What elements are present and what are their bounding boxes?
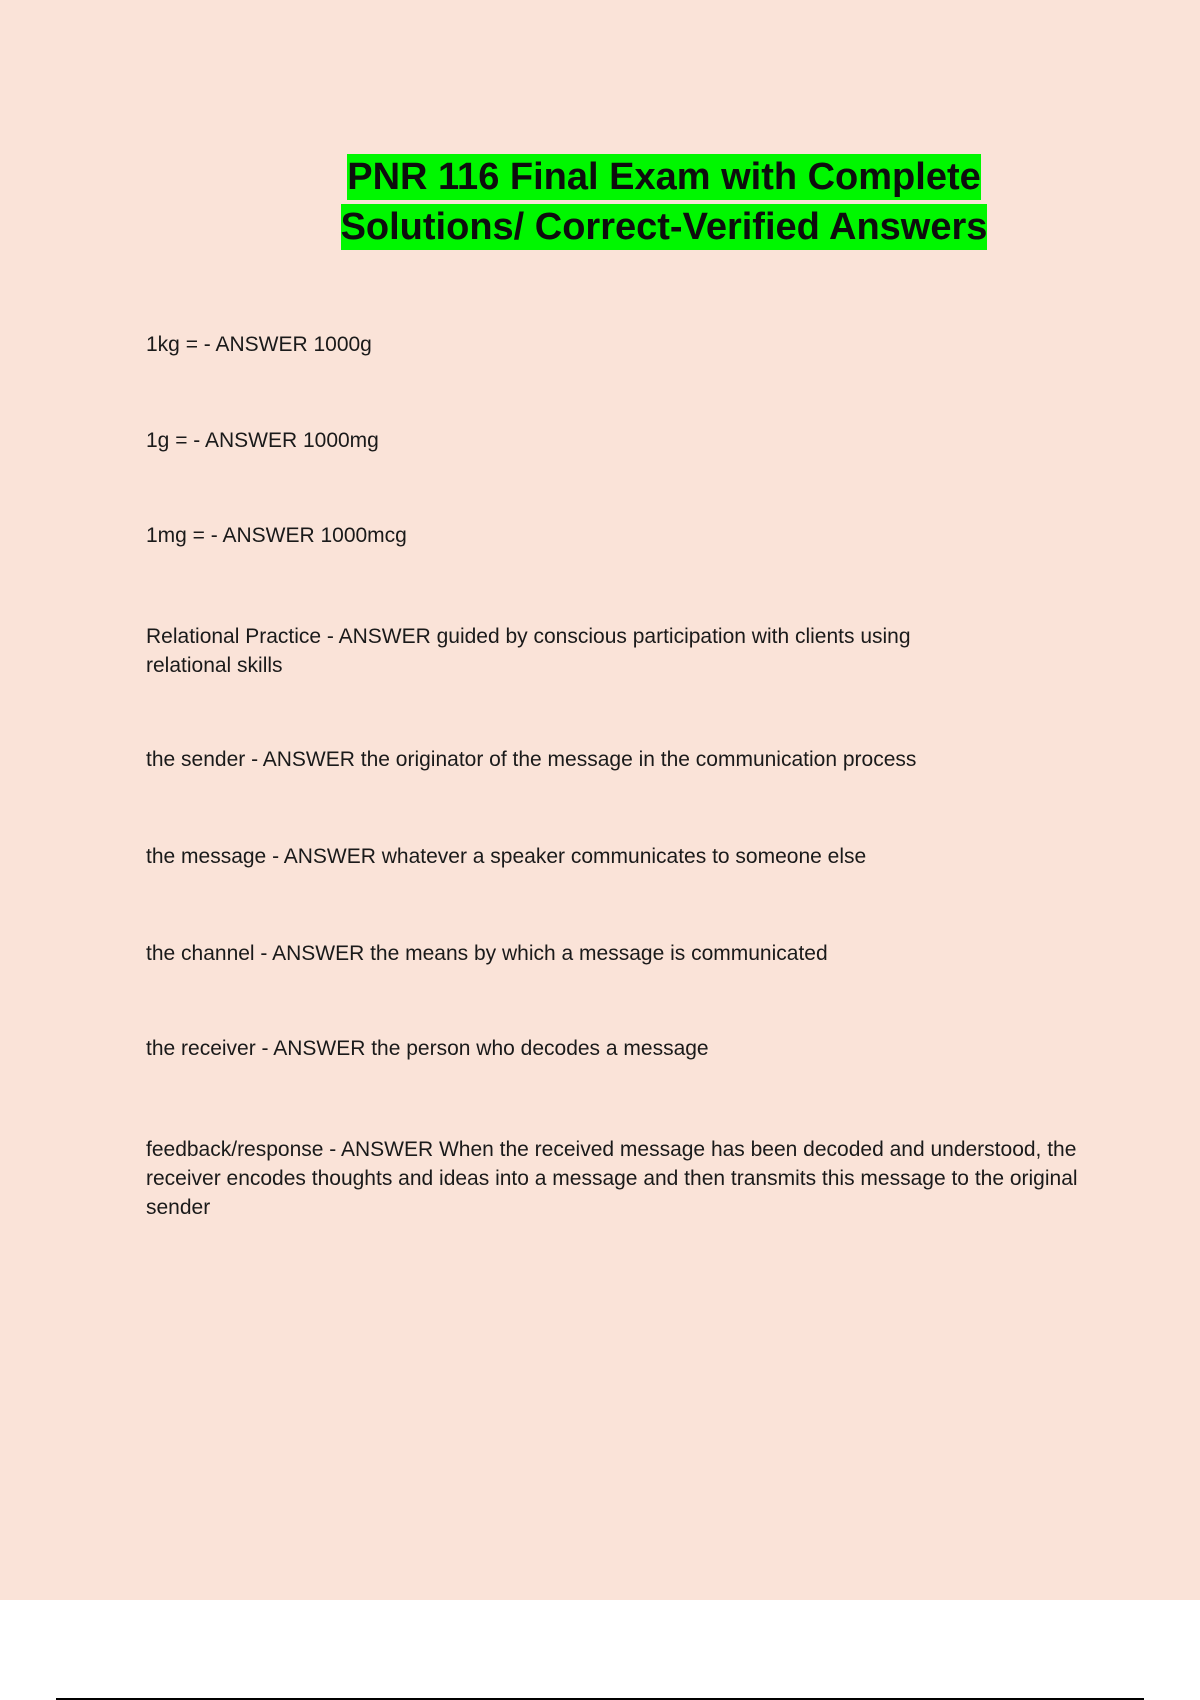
title-line-1: PNR 116 Final Exam with Complete — [347, 156, 981, 198]
qa-entry-g: 1g = - ANSWER 1000mg — [146, 429, 379, 452]
qa-entry-channel: the channel - ANSWER the means by which a message is communicated — [146, 942, 828, 965]
qa-entry-kg: 1kg = - ANSWER 1000g — [146, 333, 372, 356]
title-line-2: Solutions/ Correct-Verified Answers — [340, 206, 988, 248]
qa-entry-sender: the sender - ANSWER the originator of the message in the communication process — [146, 748, 917, 771]
qa-entry-message: the message - ANSWER whatever a speaker communicates to someone else — [146, 845, 867, 868]
qa-entry-relational-practice: Relational Practice - ANSWER guided by conscious participation with clients using relational skills — [146, 625, 911, 677]
qa-entry-feedback: feedback/response - ANSWER When the received message has been decoded and understood, the receiver encodes thoughts and ideas into a message and then transmits this message to the original sender — [146, 1138, 1078, 1219]
qa-entry-mg: 1mg = - ANSWER 1000mcg — [146, 524, 407, 547]
qa-entry-receiver: the receiver - ANSWER the person who decodes a message — [146, 1037, 709, 1060]
title-highlight — [341, 154, 988, 250]
document-title — [0, 152, 1200, 252]
